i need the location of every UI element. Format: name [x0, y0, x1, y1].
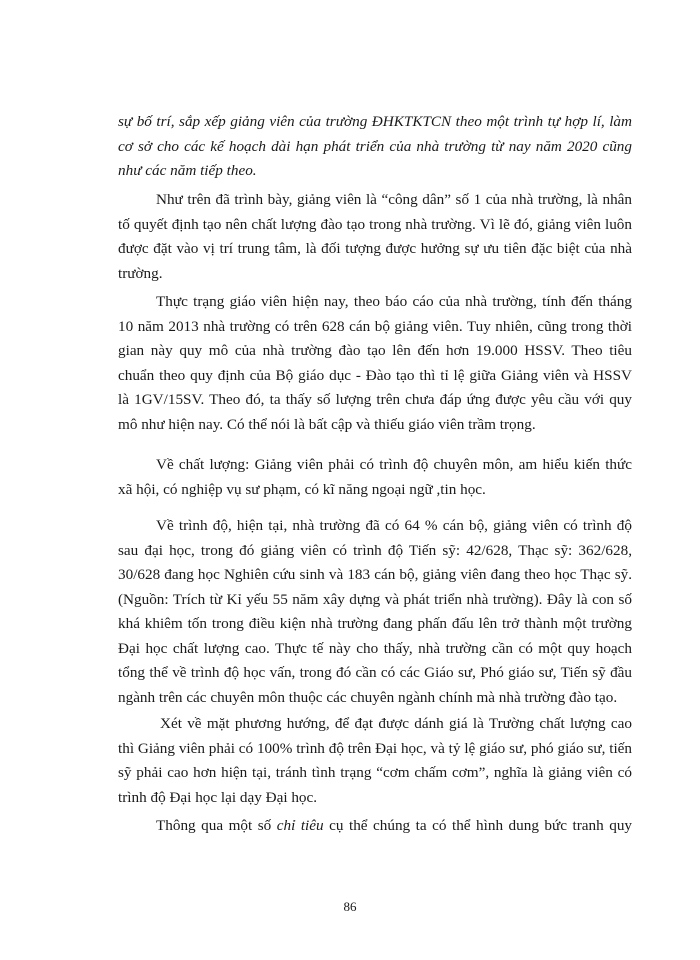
text-line: Về chất lượng: Giảng viên phải có trình độ chuyên môn, am hiểu kiến thức — [156, 456, 632, 473]
text-line — [118, 814, 632, 839]
text-line: chuẩn theo quy định của Bộ giáo dục - Đào tạo thì tỉ lệ giữa Giảng viên và HSSV — [118, 366, 632, 384]
paragraph-1 — [118, 110, 632, 184]
text-line: thì Giảng viên phải có 100% trình độ trên Đại học, và tỷ lệ giáo sư, phó giáo sư, tiến — [118, 739, 632, 757]
text-line: mô như hiện nay. Có thể nói là bất cập và thiếu giáo viên trầm trọng. — [118, 415, 536, 433]
text-line: trường. — [118, 264, 163, 282]
text-line: là 1GV/15SV. Theo đó, ta thấy số lượng trên chưa đáp ứng được yêu cầu với quy — [118, 391, 632, 408]
text-line: trình độ Đại học lại dạy Đại học. — [118, 788, 318, 806]
text-line: gian này quy mô của nhà trường đào tạo lên đến hơn 19.000 HSSV. Theo tiêu — [118, 342, 632, 359]
paragraph-5 — [118, 514, 632, 710]
text-segment: cụ thể chúng ta có thể hình dung bức tranh quy — [329, 817, 633, 834]
text-line: Xét về mặt phương hướng, để đạt được dánh giá là Trường chất lượng cao — [160, 715, 632, 732]
text-line: tổng thể về trình độ học vấn, trong đó cần có các Giáo sư, Phó giáo sư, Tiến sỹ đầu — [118, 664, 632, 681]
text-line: Thực trạng giáo viên hiện nay, theo báo cáo của nhà trường, tính đến tháng — [156, 293, 632, 310]
text-line: Về trình độ, hiện tại, nhà trường đã có 64 % cán bộ, giảng viên có trình độ — [156, 517, 632, 534]
text-line: 10 năm 2013 nhà trường có trên 628 cán bộ giảng viên. Tuy nhiên, cũng trong thời — [118, 317, 632, 335]
page-number: 86 — [343, 899, 357, 914]
paragraph-3 — [118, 290, 632, 437]
text-line: tố quyết định tạo nên chất lượng đào tạo trong nhà trường. Vì lẽ đó, giảng viên luôn — [118, 215, 632, 233]
paragraph-2 — [118, 188, 632, 286]
paragraph-7 — [118, 814, 632, 839]
paragraph-6 — [118, 712, 632, 810]
text-segment: Thông qua một số — [156, 817, 272, 834]
text-line: được đặt vào vị trí trung tâm, là đối tượng được hưởng sự ưu tiên đặc biệt của nhà — [118, 240, 632, 257]
text-line: xã hội, có nghiệp vụ sư phạm, có kĩ năng ngoại ngữ ,tin học. — [118, 480, 486, 498]
text-line: khá khiêm tốn trong điều kiện nhà trường đang phấn đấu lên trở thành một trường — [118, 615, 632, 632]
text-line: ngành trên các chuyên môn thuộc các chuyên ngành chính mà nhà trường đào tạo. — [118, 688, 618, 706]
emphasis-text: chỉ tiêu — [276, 817, 324, 834]
text-line: sự bố trí, sắp xếp giảng viên của trường ĐHKTKTCN theo một trình tự hợp lí, làm — [118, 113, 632, 130]
text-line: Đại học chất lượng cao. Thực tế này cho thấy, nhà trường cần có một quy hoạch — [118, 639, 632, 657]
text-line: cơ sở cho các kế hoạch dài hạn phát triển của nhà trường từ nay năm 2020 cũng — [118, 137, 632, 155]
text-line: (Nguồn: Trích từ Kỉ yếu 55 năm xây dựng và phát triển nhà trường). Đây là con số — [118, 590, 632, 608]
text-line: 30/628 đang học Nghiên cứu sinh và 183 cán bộ, giảng viên đang theo học Thạc sỹ. — [118, 566, 632, 583]
text-line: sau đại học, trong đó giảng viên có trình độ Tiến sỹ: 42/628, Thạc sỹ: 362/628, — [118, 541, 632, 559]
text-line: sỹ phải cao hơn hiện tại, tránh tình trạng “cơm chấm cơm”, nghĩa là giảng viên có — [118, 764, 632, 781]
text-line: như các năm tiếp theo. — [118, 162, 257, 179]
text-line: Như trên đã trình bày, giảng viên là “công dân” số 1 của nhà trường, là nhân — [156, 191, 632, 208]
paragraph-4 — [118, 453, 632, 502]
